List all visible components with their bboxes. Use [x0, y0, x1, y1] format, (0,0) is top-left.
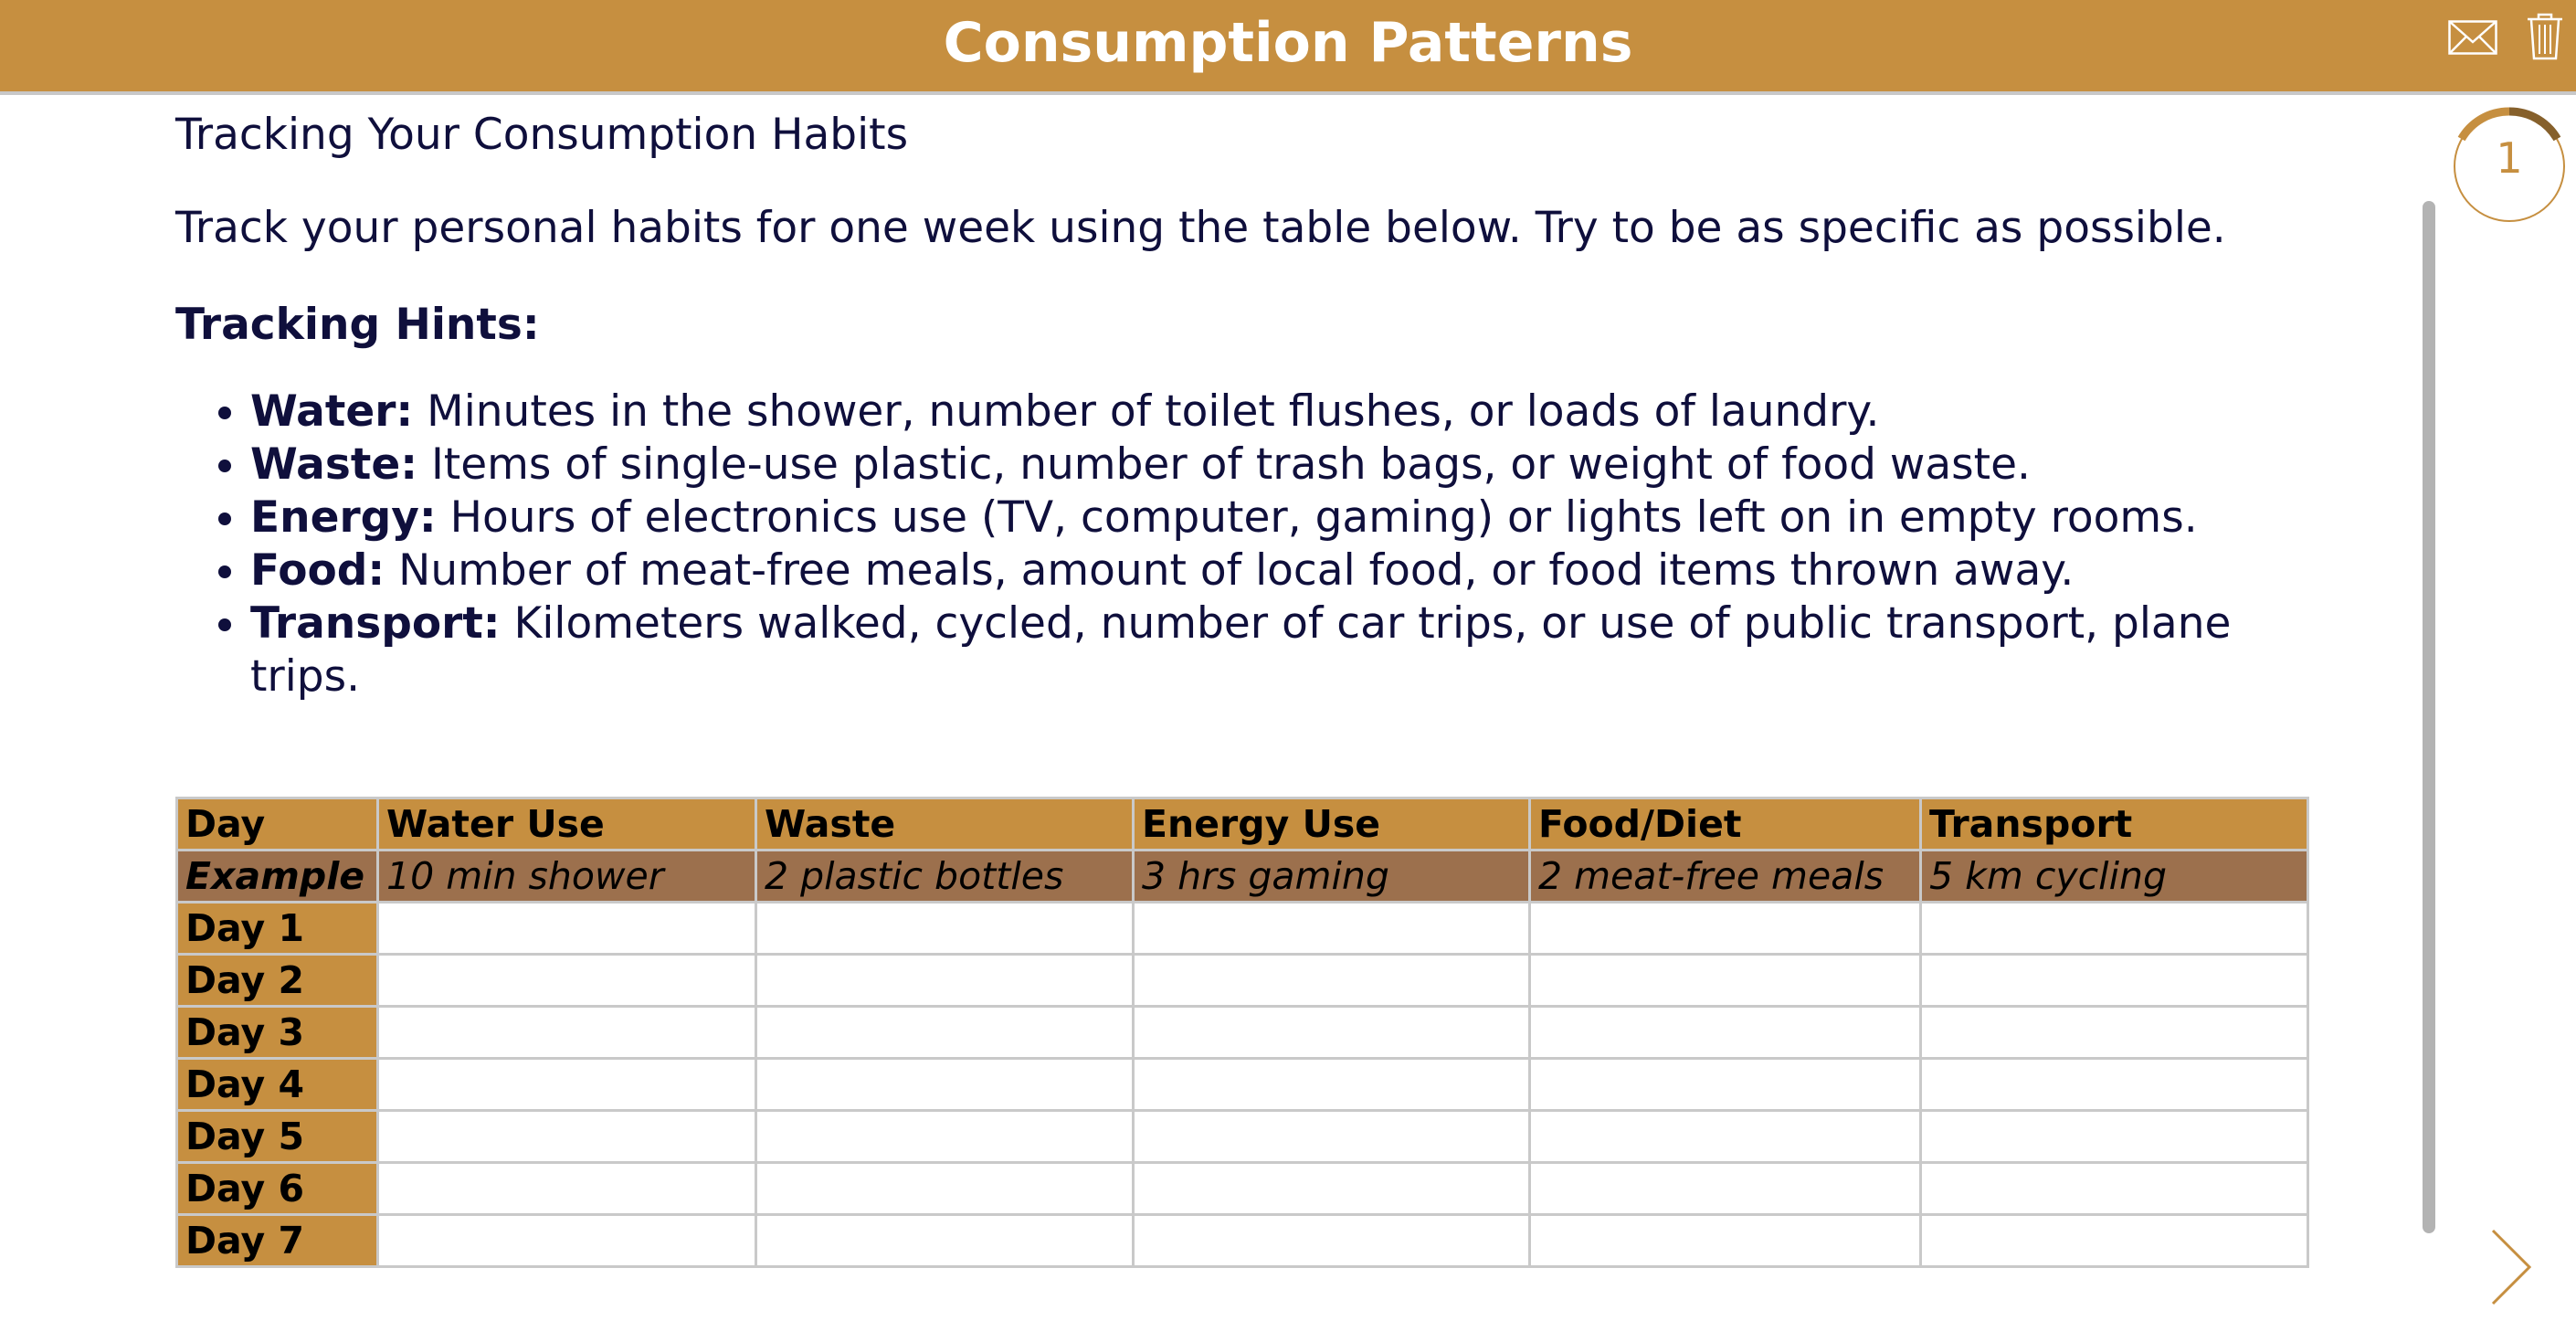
entry-cell[interactable]	[1134, 1111, 1530, 1163]
entry-cell[interactable]	[756, 1111, 1134, 1163]
entry-cell[interactable]	[756, 903, 1134, 955]
entry-cell[interactable]	[1134, 1163, 1530, 1215]
hint-text: Minutes in the shower, number of toilet flushes, or loads of laundry.	[413, 386, 1880, 437]
hint-text: Items of single-use plastic, number of trash bags, or weight of food waste.	[417, 439, 2031, 490]
column-header: Food/Diet	[1530, 798, 1921, 851]
table-row	[177, 1007, 2308, 1059]
tracking-table	[175, 797, 2309, 1268]
example-cell: 10 min shower	[378, 851, 756, 903]
entry-cell[interactable]	[378, 903, 756, 955]
entry-cell[interactable]	[378, 1059, 756, 1111]
entry-cell[interactable]	[1134, 955, 1530, 1007]
column-header: Transport	[1921, 798, 2308, 851]
hint-item	[250, 439, 2313, 491]
content	[175, 102, 2313, 703]
column-header: Day	[177, 798, 378, 851]
day-label: Day 3	[177, 1007, 378, 1059]
column-header: Energy Use	[1134, 798, 1530, 851]
day-label: Day 5	[177, 1111, 378, 1163]
hint-item	[250, 544, 2313, 597]
page-number: 1	[2496, 133, 2523, 183]
trash-icon[interactable]	[2527, 13, 2563, 64]
day-label: Day 6	[177, 1163, 378, 1215]
hint-text: Hours of electronics use (TV, computer, gaming) or lights left on in empty rooms.	[436, 492, 2198, 543]
entry-cell[interactable]	[1921, 1215, 2308, 1267]
hint-label: Food:	[250, 545, 385, 596]
example-cell: 2 meat-free meals	[1530, 851, 1921, 903]
entry-cell[interactable]	[1921, 903, 2308, 955]
entry-cell[interactable]	[1134, 1215, 1530, 1267]
entry-cell[interactable]	[378, 1163, 756, 1215]
entry-cell[interactable]	[1530, 1163, 1921, 1215]
subtitle: Tracking Your Consumption Habits	[175, 110, 909, 160]
entry-cell[interactable]	[1134, 1007, 1530, 1059]
entry-cell[interactable]	[1530, 1007, 1921, 1059]
hint-text: Kilometers walked, cycled, number of car trips, or use of public transport, plane trips.	[250, 598, 2232, 702]
table-header-row	[177, 798, 2308, 851]
example-cell: 3 hrs gaming	[1134, 851, 1530, 903]
entry-cell[interactable]	[1530, 1059, 1921, 1111]
page-indicator	[2452, 106, 2567, 228]
table-row	[177, 1215, 2308, 1267]
example-cell: 5 km cycling	[1921, 851, 2308, 903]
table-row	[177, 955, 2308, 1007]
entry-cell[interactable]	[1530, 903, 1921, 955]
entry-cell[interactable]	[378, 1111, 756, 1163]
entry-cell[interactable]	[1134, 1059, 1530, 1111]
next-chevron-icon[interactable]	[2490, 1228, 2532, 1310]
entry-cell[interactable]	[756, 1007, 1134, 1059]
table-row	[177, 1163, 2308, 1215]
mail-icon[interactable]	[2448, 20, 2497, 58]
entry-cell[interactable]	[1921, 955, 2308, 1007]
column-header: Water Use	[378, 798, 756, 851]
entry-cell[interactable]	[1921, 1007, 2308, 1059]
table-row	[177, 1059, 2308, 1111]
hint-label: Waste:	[250, 439, 417, 490]
entry-cell[interactable]	[756, 1059, 1134, 1111]
intro-text: Track your personal habits for one week using the table below. Try to be as specific as possible.	[175, 203, 2226, 253]
day-label: Day 2	[177, 955, 378, 1007]
hint-label: Energy:	[250, 492, 437, 543]
entry-cell[interactable]	[756, 1163, 1134, 1215]
day-label: Day 1	[177, 903, 378, 955]
hints-list	[175, 386, 2313, 703]
hints-heading: Tracking Hints:	[175, 300, 540, 350]
entry-cell[interactable]	[1134, 903, 1530, 955]
hint-item	[250, 491, 2313, 544]
example-cell: 2 plastic bottles	[756, 851, 1134, 903]
hint-item	[250, 597, 2313, 703]
hint-label: Transport:	[250, 598, 501, 649]
entry-cell[interactable]	[1921, 1059, 2308, 1111]
entry-cell[interactable]	[378, 955, 756, 1007]
entry-cell[interactable]	[1530, 1215, 1921, 1267]
entry-cell[interactable]	[1921, 1163, 2308, 1215]
hint-text: Number of meat-free meals, amount of local food, or food items thrown away.	[385, 545, 2075, 596]
day-label: Day 4	[177, 1059, 378, 1111]
example-row	[177, 851, 2308, 903]
day-label: Day 7	[177, 1215, 378, 1267]
entry-cell[interactable]	[378, 1007, 756, 1059]
entry-cell[interactable]	[756, 1215, 1134, 1267]
example-cell: Example	[177, 851, 378, 903]
hint-label: Water:	[250, 386, 414, 437]
hint-item	[250, 386, 2313, 439]
entry-cell[interactable]	[1530, 1111, 1921, 1163]
entry-cell[interactable]	[756, 955, 1134, 1007]
entry-cell[interactable]	[378, 1215, 756, 1267]
table-row	[177, 903, 2308, 955]
scrollbar[interactable]	[2423, 201, 2435, 1233]
table-row	[177, 1111, 2308, 1163]
entry-cell[interactable]	[1921, 1111, 2308, 1163]
top-bar	[0, 0, 2576, 95]
page-title: Consumption Patterns	[943, 11, 1633, 75]
entry-cell[interactable]	[1530, 955, 1921, 1007]
column-header: Waste	[756, 798, 1134, 851]
